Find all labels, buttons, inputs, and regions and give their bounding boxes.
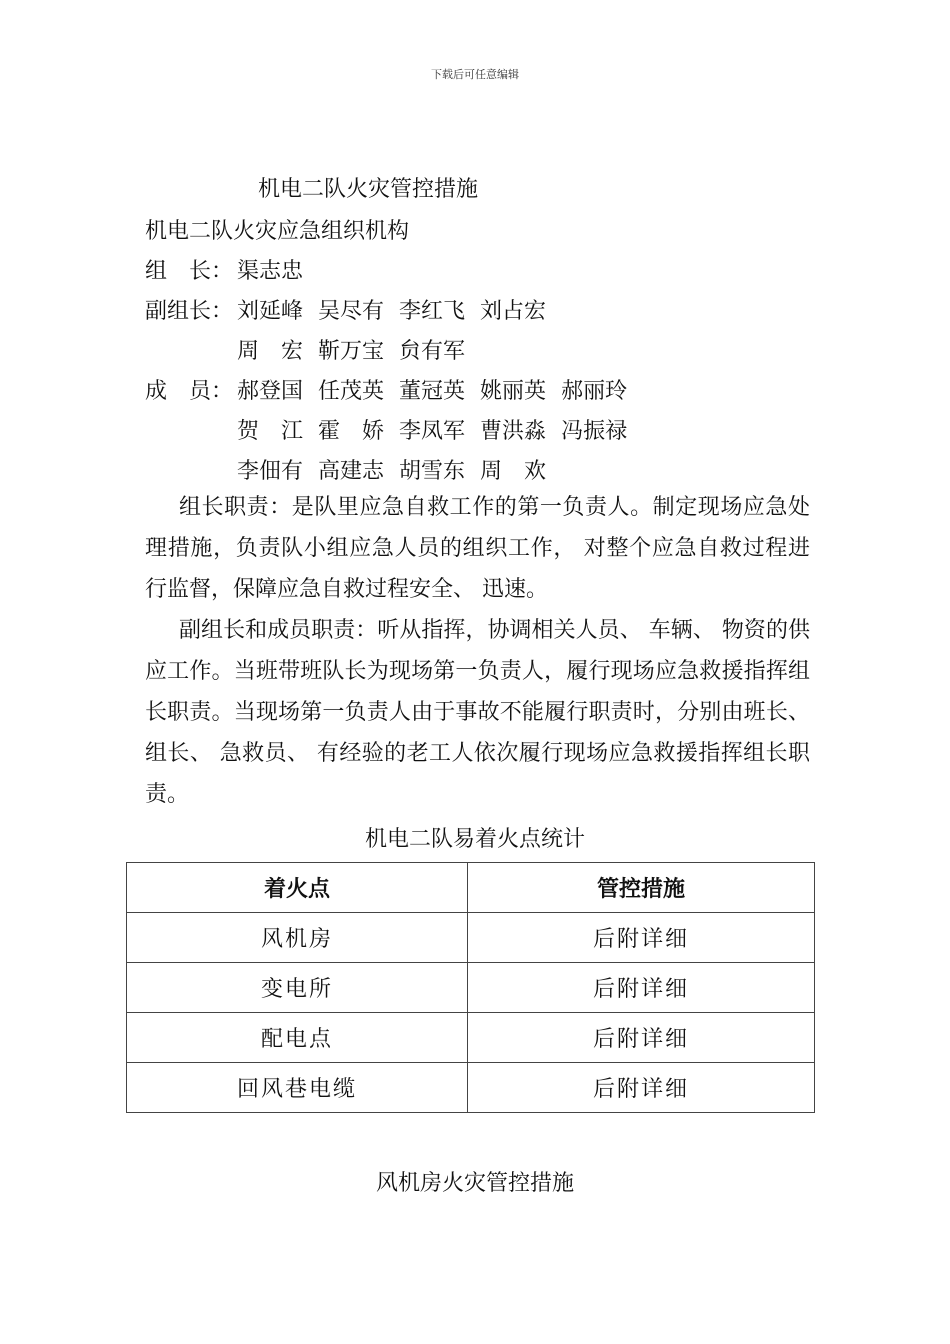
- table-row: [127, 1013, 815, 1063]
- member-name: 曹洪淼: [480, 419, 547, 444]
- deputy-line-2: [237, 334, 473, 365]
- leader-label: 组 长：: [145, 259, 234, 284]
- member-line: [145, 374, 635, 405]
- member-line-2: [237, 414, 635, 445]
- column-header: 管控措施: [468, 863, 815, 913]
- fire-points-table: [126, 862, 815, 1113]
- table-row: [127, 963, 815, 1013]
- deputy-label: 副组长：: [145, 299, 234, 324]
- column-header: 着火点: [127, 863, 468, 913]
- member-name: 贺 江: [237, 419, 304, 444]
- next-section-title: 风机房火灾管控措施: [375, 1171, 574, 1196]
- leader-duty-paragraph: 组长职责：是队里应急自救工作的第一负责人。制定现场应急处理措施，负责队小组应急人员的组织工作， 对整个应急自救过程进行监督，保障应急自救过程安全、 迅速。: [145, 495, 810, 602]
- deputy-name: 刘延峰: [237, 299, 304, 324]
- member-name: 郝登国: [237, 379, 304, 404]
- member-name: 李佃有: [237, 459, 304, 484]
- member-line-3: [237, 454, 554, 485]
- table-cell: 后附详细: [468, 913, 815, 963]
- member-name: 任茂英: [318, 379, 385, 404]
- table-cell: 回风巷电缆: [127, 1063, 468, 1113]
- deputy-name: 贠有军: [399, 339, 466, 364]
- deputy-name: 李红飞: [399, 299, 466, 324]
- member-name: 胡雪东: [399, 459, 466, 484]
- table-header-row: [127, 863, 815, 913]
- table-title: 机电二队易着火点统计: [364, 827, 585, 852]
- deputy-name: 刘占宏: [480, 299, 547, 324]
- deputy-duty-paragraph: 副组长和成员职责：听从指挥，协调相关人员、 车辆、 物资的供应工作。当班带班队长为现场第一负责人，履行现场应急救援指挥组长职责。当现场第一负责人由于事故不能履行职责时，分别由班长、 组长、 急救员、 有经验的老工人依次履行现场应急救援指挥组长职责。: [145, 618, 810, 807]
- member-name: 姚丽英: [480, 379, 547, 404]
- deputy-name: 靳万宝: [318, 339, 385, 364]
- table-cell: 后附详细: [468, 1063, 815, 1113]
- table-row: [127, 913, 815, 963]
- member-name: 周 欢: [480, 459, 547, 484]
- table-cell: 风机房: [127, 913, 468, 963]
- table-cell: 后附详细: [468, 1013, 815, 1063]
- member-name: 董冠英: [399, 379, 466, 404]
- member-name: 高建志: [318, 459, 385, 484]
- member-label: 成 员：: [145, 379, 234, 404]
- leader-name: 渠志忠: [237, 259, 304, 284]
- member-name: 李凤军: [399, 419, 466, 444]
- table-cell: 变电所: [127, 963, 468, 1013]
- deputy-name: 周 宏: [237, 339, 304, 364]
- member-name: 冯振禄: [561, 419, 628, 444]
- org-heading: 机电二队火灾应急组织机构: [145, 219, 410, 244]
- table-row: [127, 1063, 815, 1113]
- page-header: 下载后可任意编辑: [431, 68, 519, 81]
- document-title: 机电二队火灾管控措施: [258, 177, 479, 202]
- deputy-name: 吴尽有: [318, 299, 385, 324]
- deputy-line: [145, 294, 554, 325]
- leader-line: [145, 254, 303, 285]
- table-cell: 配电点: [127, 1013, 468, 1063]
- member-name: 霍 娇: [318, 419, 385, 444]
- table-cell: 后附详细: [468, 963, 815, 1013]
- member-name: 郝丽玲: [561, 379, 628, 404]
